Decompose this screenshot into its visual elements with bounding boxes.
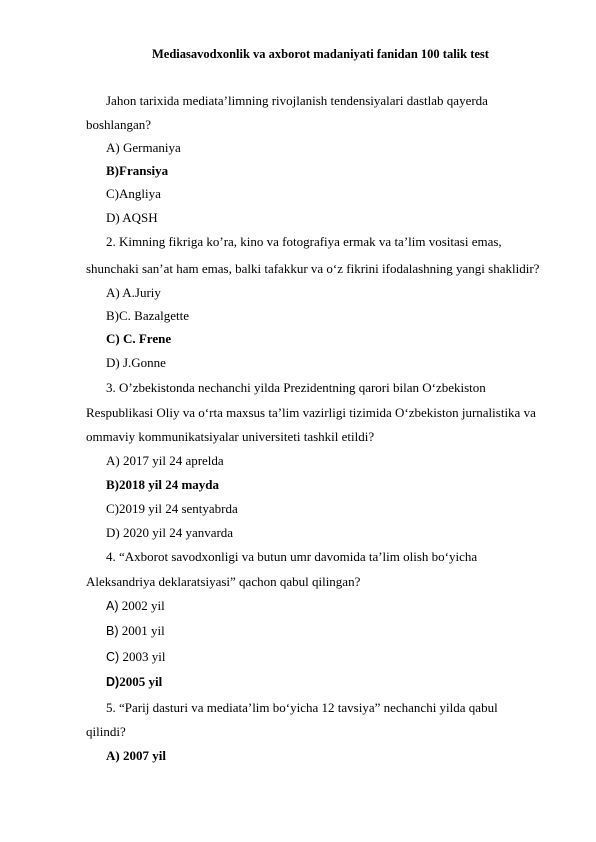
question-4-option-d-correct xyxy=(106,674,162,690)
question-1-option-d: D) AQSH xyxy=(106,210,158,225)
question-4-option-a-letter: A) xyxy=(106,599,119,613)
question-1-option-c: C)Angliya xyxy=(106,186,161,201)
question-2-text-line-2: shunchaki san’at ham emas, balki tafakkur va o‘z fikrini ifodalashning yangi shaklidir? xyxy=(86,261,540,276)
question-5-text-line-1: 5. “Parij dasturi va mediata’lim bo‘yicha 12 tavsiya” nechanchi yilda qabul xyxy=(106,700,498,715)
question-4-option-a xyxy=(106,598,165,614)
question-4-option-b-letter: B) xyxy=(106,624,119,638)
question-4-text-line-2: Aleksandriya deklaratsiyasi” qachon qabul qilingan? xyxy=(86,574,361,589)
question-4-option-c xyxy=(106,649,165,665)
question-3-text-line-2: Respublikasi Oliy va o‘rta maxsus ta’lim vazirligi tizimida O‘zbekiston jurnalistika va xyxy=(86,405,536,420)
question-3-text-line-3: ommaviy kommunikatsiyalar universiteti tashkil etildi? xyxy=(86,429,375,444)
question-2-option-b: B)C. Bazalgette xyxy=(106,308,190,323)
question-1-text-line-2: boshlangan? xyxy=(86,117,151,132)
question-1-option-b-correct: B)Fransiya xyxy=(106,163,169,178)
question-4-option-a-text: 2002 yil xyxy=(118,598,165,613)
question-4-option-d-text: 2005 yil xyxy=(119,674,163,689)
question-3-text-line-1: 3. O’zbekistonda nechanchi yilda Prezidentning qarori bilan O‘zbekiston xyxy=(106,380,486,395)
question-4-option-c-text: 2003 yil xyxy=(119,649,166,664)
question-4-text-line-1: 4. “Axborot savodxonligi va butun umr davomida ta’lim olish bo‘yicha xyxy=(106,549,478,564)
question-4-option-b xyxy=(106,623,165,639)
question-4-option-b-text: 2001 yil xyxy=(118,623,165,638)
question-3-option-d: D) 2020 yil 24 yanvarda xyxy=(106,525,234,540)
question-2-text-line-1: 2. Kimning fikriga ko’ra, kino va fotografiya ermak va ta’lim vositasi emas, xyxy=(106,234,502,249)
question-5-option-a-correct: A) 2007 yil xyxy=(106,748,166,763)
question-4-option-c-letter: C) xyxy=(106,650,120,664)
question-3-option-a: A) 2017 yil 24 aprelda xyxy=(106,453,224,468)
question-2-option-a: A) A.Juriy xyxy=(106,285,161,300)
document-title: Mediasavodxonlik va axborot madaniyati fanidan 100 talik test xyxy=(152,47,489,61)
question-4-option-d-letter: D) xyxy=(106,675,120,689)
question-1-text-line-1: Jahon tarixida mediata’limning rivojlanish tendensiyalari dastlab qayerda xyxy=(106,93,488,108)
question-3-option-c: C)2019 yil 24 sentyabrda xyxy=(106,501,238,516)
question-5-text-line-2: qilindi? xyxy=(86,724,126,739)
question-2-option-d: D) J.Gonne xyxy=(106,355,166,370)
question-3-option-b-correct: B)2018 yil 24 mayda xyxy=(106,477,220,492)
question-1-option-a: A) Germaniya xyxy=(106,140,181,155)
question-2-option-c-correct: C) C. Frene xyxy=(106,331,172,346)
